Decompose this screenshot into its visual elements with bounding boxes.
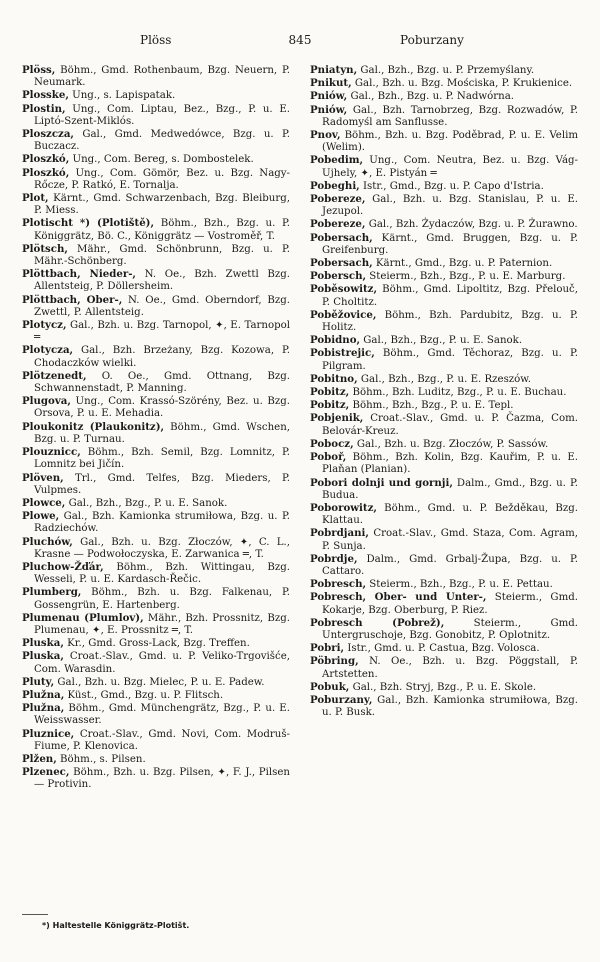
- entry-details: Ung., Com. Krassó-Szörény, Bez. u. Bzg. Orsova, P. u. E. Mehadia.: [34, 396, 290, 420]
- entry-place-name: Poburzany,: [310, 693, 373, 706]
- gazetteer-entry: [310, 642, 578, 655]
- entry-place-name: Plöttbach, Nieder-,: [22, 268, 136, 281]
- entry-place-name: Ploszkó,: [22, 166, 70, 179]
- entry-details: Böhm., Bzh. Wittingau, Bzg. Wesseli, P. u. E. Kardasch-Řečic.: [34, 561, 290, 586]
- footnote-rule: [22, 914, 48, 915]
- gazetteer-entry: [22, 243, 290, 268]
- gazetteer-entry: [22, 766, 290, 791]
- entry-place-name: Ploszcza,: [22, 128, 74, 141]
- entry-place-name: Pniów,: [310, 90, 348, 103]
- gazetteer-entry: [22, 268, 290, 293]
- entry-place-name: Pobereze,: [310, 193, 366, 206]
- gazetteer-entry: [22, 676, 290, 689]
- entry-details: Mähr., Bzh. Prossnitz, Bzg. Plumenau, ✦, E. Prossnitz ═, T.: [34, 612, 290, 636]
- entry-place-name: Pluznice,: [22, 727, 75, 740]
- gazetteer-entry: [22, 103, 290, 128]
- entry-place-name: Pobri,: [310, 642, 345, 655]
- entry-place-name: Plötzenedt,: [22, 369, 87, 382]
- gazetteer-entry: [22, 510, 290, 535]
- entry-place-name: Plouznicc,: [22, 446, 81, 459]
- entry-place-name: Poborowitz,: [310, 501, 377, 514]
- entry-details: Gal., Bzh. u. Bzg. Mościska, P. Krukienice.: [351, 78, 573, 90]
- entry-place-name: Plowe,: [22, 510, 60, 523]
- entry-place-name: Pluska,: [22, 650, 64, 663]
- gazetteer-entry: [310, 129, 578, 154]
- entry-place-name: Pobereze,: [310, 218, 366, 231]
- gazetteer-entry: [22, 689, 290, 702]
- entry-details: Böhm., Bzh. u. Bzg. Pilsen, ✦, F. J., Pilsen — Protivin.: [34, 767, 290, 791]
- entry-details: N. Oe., Bzh. Zwettl Bzg. Allentsteig, P. Döllersheim.: [34, 269, 290, 293]
- entry-details: N. Oe., Bzh. u. Bzg. Pöggstall, P. Artstetten.: [322, 656, 578, 680]
- entry-place-name: Plugova,: [22, 395, 71, 408]
- gazetteer-entry: [310, 451, 578, 476]
- entry-details: Gal., Bzh., Bzg., P. u. E. Sanok.: [360, 335, 523, 347]
- gazetteer-entry: [310, 591, 578, 616]
- footnote: *) Haltestelle Königgrätz-Plotišt.: [42, 921, 190, 930]
- entry-details: Istr., Gmd. u. P. Castua, Bzg. Volosca.: [344, 643, 540, 655]
- entry-place-name: Pobjenik,: [310, 412, 364, 425]
- entry-details: Gal., Bzh. u. Bzg. Złoczów, P. Sassów.: [353, 438, 549, 450]
- gazetteer-entry: [22, 637, 290, 650]
- entry-details: Böhm., Gmd. Rothenbaum, Bzg. Neuern, P. Neumark.: [34, 65, 290, 89]
- gazetteer-entry: [22, 89, 290, 102]
- entry-details: Böhm., Bzh. u. Bzg. Poděbrad, P. u. E. Velim (Welim).: [322, 130, 578, 154]
- header-right-keyword: Poburzany: [400, 33, 464, 47]
- gazetteer-entry: [22, 497, 290, 510]
- gazetteer-entry: [310, 438, 578, 451]
- gazetteer-entry: [310, 64, 578, 77]
- entry-place-name: Plöttbach, Ober-,: [22, 293, 123, 306]
- entry-place-name: Plotischt *) (Plotiště),: [22, 217, 155, 230]
- entry-place-name: Pobeghi,: [310, 179, 360, 192]
- entry-details: Gal., Bzh. Kamionka strumiłowa, Bzg. u. P. Radziechów.: [34, 511, 290, 535]
- left-column: [22, 64, 290, 792]
- entry-place-name: Plumenau (Plumlov),: [22, 611, 144, 624]
- entry-details: Ung., Com. Neutra, Bez. u. Bzg. Vág-Ujhely, ✦, E. Pistyán ═: [322, 155, 578, 179]
- entry-place-name: Ploukonitz (Plaukonitz),: [22, 420, 165, 433]
- entry-place-name: Pobresch (Pobrež),: [310, 616, 445, 629]
- gazetteer-entry: [310, 77, 578, 90]
- gazetteer-entry: [310, 681, 578, 694]
- gazetteer-entry: [310, 399, 578, 412]
- entry-details: Croat.-Slav., Gmd. Staza, Com. Agram, P. Sunja.: [322, 528, 578, 552]
- gazetteer-entry: [310, 655, 578, 680]
- gazetteer-entry: [310, 104, 578, 129]
- gazetteer-entry: [22, 421, 290, 446]
- entry-place-name: Pobuk,: [310, 680, 350, 693]
- entry-details: Böhm., Gmd. u. P. Bežděkau, Bzg. Klattau.: [322, 502, 578, 527]
- gazetteer-entry: [310, 617, 578, 642]
- gazetteer-entry: [310, 694, 578, 719]
- gazetteer-entry: [22, 192, 290, 217]
- gazetteer-entry: [22, 128, 290, 153]
- entry-place-name: Ploszkó,: [22, 153, 70, 166]
- gazetteer-entry: [310, 527, 578, 552]
- entry-place-name: Pobitz,: [310, 386, 350, 399]
- gazetteer-entry: [310, 283, 578, 308]
- gazetteer-entry: [22, 561, 290, 586]
- entry-place-name: Plot,: [22, 192, 49, 205]
- entry-place-name: Pluty,: [22, 675, 55, 688]
- entry-place-name: Pobersch,: [310, 270, 367, 283]
- entry-place-name: Pöbring,: [310, 655, 359, 668]
- entry-place-name: Plostin,: [22, 102, 66, 115]
- entry-details: Böhm., Bzh., Bzg., P. u. E. Tepl.: [349, 400, 514, 412]
- entry-details: Böhm., Bzh. Luditz, Bzg., P. u. E. Buchau.: [349, 387, 567, 399]
- entry-place-name: Plužna,: [22, 702, 65, 715]
- gazetteer-entry: [22, 370, 290, 395]
- entry-details: Gal., Bzh., Bzg. u. P. Przemyślany.: [357, 65, 535, 76]
- entry-details: Trl., Gmd. Telfes, Bzg. Mieders, P. Vulpmes.: [34, 472, 290, 496]
- entry-details: Ung., Com. Bereg, s. Dombostelek.: [69, 154, 254, 166]
- entry-place-name: Poběsowitz,: [310, 283, 377, 296]
- entry-details: Croat.-Slav., Gmd. Novi, Com. Modruš-Fiume, P. Klenovica.: [34, 728, 290, 752]
- entry-place-name: Pobori dolnji und gornji,: [310, 476, 453, 489]
- gazetteer-entry: [22, 167, 290, 192]
- entry-details: N. Oe., Gmd. Oberndorf, Bzg. Zwettl, P. Allentsteig.: [34, 294, 290, 318]
- entry-details: Böhm., Bzh. Pardubitz, Bzg. u. P. Holitz.: [322, 309, 578, 334]
- entry-place-name: Plotycza,: [22, 344, 74, 357]
- entry-details: Böhm., Gmd. Münchengrätz, Bzg., P. u. E. Weisswasser.: [34, 703, 290, 727]
- page-number: 845: [288, 33, 312, 47]
- gazetteer-entry: [310, 232, 578, 257]
- entry-place-name: Plowce,: [22, 496, 66, 509]
- entry-place-name: Pobistrejic,: [310, 347, 375, 360]
- entry-place-name: Pobrdje,: [310, 552, 358, 565]
- entry-place-name: Plumberg,: [22, 586, 82, 599]
- entry-details: Gal., Bzh., Bzg., P. u. E. Rzeszów.: [357, 373, 532, 385]
- entry-details: Ung., Com. Liptau, Bez., Bzg., P. u. E. Liptó-Szent-Miklós.: [34, 103, 290, 127]
- gazetteer-entry: [310, 578, 578, 591]
- entry-details: Gal., Bzh. Kamionka strumiłowa, Bzg. u. P. Busk.: [322, 694, 578, 719]
- entry-place-name: Pobresch, Ober- und Unter-,: [310, 591, 487, 604]
- gazetteer-entry: [22, 319, 290, 344]
- entry-details: Steierm., Gmd. Untergruschoje, Bzg. Gonobitz, P. Oplotnitz.: [322, 617, 579, 641]
- gazetteer-entry: [310, 553, 578, 578]
- gazetteer-entry: [22, 586, 290, 611]
- entry-details: Gal., Bzh. u. Bzg. Złoczów, ✦, C. L., Krasne — Podwołoczyska, E. Zarwanica ═, T.: [34, 536, 290, 560]
- header-left-keyword: Plöss: [140, 33, 172, 47]
- entry-details: Steierm., Bzh., Bzg., P. u. E. Marburg.: [366, 271, 566, 283]
- entry-details: Kärnt., Gmd. Bruggen, Bzg. u. P. Greifenburg.: [322, 232, 578, 256]
- entry-details: Gal., Bzh., Bzg., P. u. E. Sanok.: [65, 497, 228, 509]
- entry-details: Dalm., Gmd. Grbalj-Župa, Bzg. u. P. Cattaro.: [322, 553, 578, 577]
- gazetteer-entry: [310, 373, 578, 386]
- entry-place-name: Pniów,: [310, 103, 348, 116]
- entry-details: Gal., Gmd. Medwedówce, Bzg. u. P. Buczacz.: [34, 129, 290, 153]
- entry-details: Kr., Gmd. Gross-Lack, Bzg. Treffen.: [63, 638, 250, 650]
- entry-details: Gal., Bzh., Bzg. u. P. Nadwórna.: [347, 91, 515, 103]
- entry-details: Böhm., Gmd. Lipoltitz, Bzg. Přelouč, P. Choltitz.: [322, 284, 578, 308]
- entry-place-name: Pobitz,: [310, 399, 350, 412]
- page-header: [0, 32, 600, 48]
- gazetteer-entry: [22, 344, 290, 369]
- gazetteer-entry: [22, 395, 290, 420]
- entry-details: Böhm., Bzh., Bzg. u. P. Königgrätz, Bö. C., Königgrätz — Vostroměř, T.: [34, 218, 290, 242]
- entry-details: Croat.-Slav., Gmd. u. P. Čazma, Com. Belovár-Kreuz.: [322, 413, 578, 437]
- entry-place-name: Pnov,: [310, 129, 341, 142]
- gazetteer-entry: [22, 294, 290, 319]
- gazetteer-entry: [310, 334, 578, 347]
- entry-place-name: Pluchów,: [22, 535, 73, 548]
- entry-place-name: Plöven,: [22, 471, 64, 484]
- gazetteer-entry: [310, 90, 578, 103]
- gazetteer-entry: [310, 193, 578, 218]
- entry-place-name: Pobrdjani,: [310, 527, 369, 540]
- entry-details: Böhm., Gmd. Těchoraz, Bzg. u. P. Pilgram.: [322, 348, 578, 372]
- entry-place-name: Pobresch,: [310, 578, 367, 591]
- entry-details: Böhm., Bzh. Kolin, Bzg. Kauřim, P. u. E. Plaňan (Planian).: [322, 452, 578, 476]
- entry-details: Gal., Bzh. u. Bzg. Mielec, P. u. E. Padew.: [54, 676, 265, 688]
- entry-place-name: Plotycz,: [22, 319, 67, 332]
- entry-place-name: Pluchow-Žďár,: [22, 560, 104, 573]
- gazetteer-entry: [310, 347, 578, 372]
- entry-details: Mähr., Gmd. Schönbrunn, Bzg. u. P. Mähr.-Schönberg.: [34, 243, 290, 268]
- entry-place-name: Pobedim,: [310, 154, 364, 167]
- gazetteer-entry: [310, 154, 578, 179]
- entry-details: Ung., s. Lapispatak.: [68, 90, 176, 102]
- gazetteer-entry: [22, 153, 290, 166]
- entry-details: Böhm., Bzh. u. Bzg. Falkenau, P. Gossengrün, E. Hartenberg.: [34, 587, 290, 611]
- entry-place-name: Pobidno,: [310, 334, 361, 347]
- entry-details: Kärnt., Gmd. Schwarzenbach, Bzg. Bleiburg, P. Miess.: [34, 193, 290, 217]
- entry-place-name: Plosske,: [22, 89, 69, 102]
- entry-details: Böhm., s. Pilsen.: [56, 753, 146, 765]
- entry-details: Kärnt., Gmd., Bzg. u. P. Paternion.: [372, 258, 553, 270]
- entry-place-name: Plötsch,: [22, 242, 68, 255]
- gazetteer-entry: [310, 386, 578, 399]
- gazetteer-entry: [22, 64, 290, 89]
- entry-details: O. Oe., Gmd. Ottnang, Bzg. Schwannenstadt, P. Manning.: [34, 370, 290, 395]
- entry-place-name: Pobocz,: [310, 437, 354, 450]
- gazetteer-entry: [310, 309, 578, 334]
- entry-details: Gal., Bzh. u. Bzg. Tarnopol, ✦, E. Tarnopol ═: [34, 320, 290, 344]
- entry-place-name: Plöss,: [22, 64, 56, 76]
- entry-details: Ung., Com. Gömör, Bez. u. Bzg. Nagy-Rőcze, P. Ratkó, E. Tornalja.: [34, 167, 290, 191]
- gazetteer-entry: [310, 180, 578, 193]
- entry-place-name: Poboř,: [310, 451, 347, 464]
- gazetteer-entry: [310, 218, 578, 231]
- entry-place-name: Plžen,: [22, 752, 57, 765]
- right-column: [310, 64, 578, 719]
- entry-details: Dalm., Gmd., Bzg. u. P. Budua.: [322, 477, 578, 501]
- entry-details: Istr., Gmd., Bzg. u. P. Capo d'Istria.: [359, 180, 544, 192]
- entry-place-name: Pobersach,: [310, 231, 373, 244]
- gazetteer-entry: [310, 477, 578, 502]
- entry-place-name: Plužna,: [22, 688, 65, 701]
- gazetteer-entry: [22, 217, 290, 242]
- gazetteer-entry: [22, 728, 290, 753]
- gazetteer-entry: [310, 412, 578, 437]
- entry-details: Küst., Gmd., Bzg. u. P. Flitsch.: [64, 689, 224, 701]
- gazetteer-entry: [310, 270, 578, 283]
- entry-place-name: Pnikut,: [310, 77, 352, 90]
- entry-details: Croat.-Slav., Gmd. u. P. Veliko-Trgovišće, Com. Warasdin.: [34, 651, 290, 675]
- gazetteer-entry: [22, 612, 290, 637]
- entry-details: Gal., Bzh. Tarnobrzeg, Bzg. Rozwadów, P. Radomyśl am Sanflusse.: [322, 104, 578, 128]
- entry-place-name: Poběžovice,: [310, 308, 377, 321]
- entry-place-name: Plzenec,: [22, 766, 70, 779]
- entry-details: Böhm., Bzh. Semil, Bzg. Lomnitz, P. Lomnitz bei Jičín.: [34, 447, 290, 471]
- entry-details: Böhm., Gmd. Wschen, Bzg. u. P. Turnau.: [34, 421, 290, 445]
- entry-place-name: Pobitno,: [310, 372, 358, 385]
- entry-details: Gal., Bzh. u. Bzg. Stanislau, P. u. E. Jezupol.: [322, 194, 578, 218]
- entry-place-name: Pluska,: [22, 637, 64, 650]
- gazetteer-entry: [22, 446, 290, 471]
- entry-place-name: Pniatyn,: [310, 64, 358, 76]
- gazetteer-entry: [22, 702, 290, 727]
- gazetteer-entry: [22, 650, 290, 675]
- gazetteer-entry: [22, 472, 290, 497]
- gazetteer-entry: [22, 753, 290, 766]
- entry-place-name: Pobersach,: [310, 257, 373, 270]
- entry-details: Steierm., Gmd. Kokarje, Bzg. Oberburg, P. Riez.: [322, 592, 578, 616]
- entry-details: Gal., Bzh. Żydaczów, Bzg. u. P. Żurawno.: [365, 219, 578, 231]
- entry-details: Gal., Bzh. Brzeżany, Bzg. Kozowa, P. Chodaczków wielki.: [34, 345, 290, 369]
- gazetteer-entry: [22, 536, 290, 561]
- entry-details: Steierm., Bzh., Bzg., P. u. E. Pettau.: [366, 579, 553, 591]
- gazetteer-entry: [310, 502, 578, 527]
- entry-details: Gal., Bzh. Stryj, Bzg., P. u. E. Skole.: [349, 681, 537, 693]
- gazetteer-entry: [310, 257, 578, 270]
